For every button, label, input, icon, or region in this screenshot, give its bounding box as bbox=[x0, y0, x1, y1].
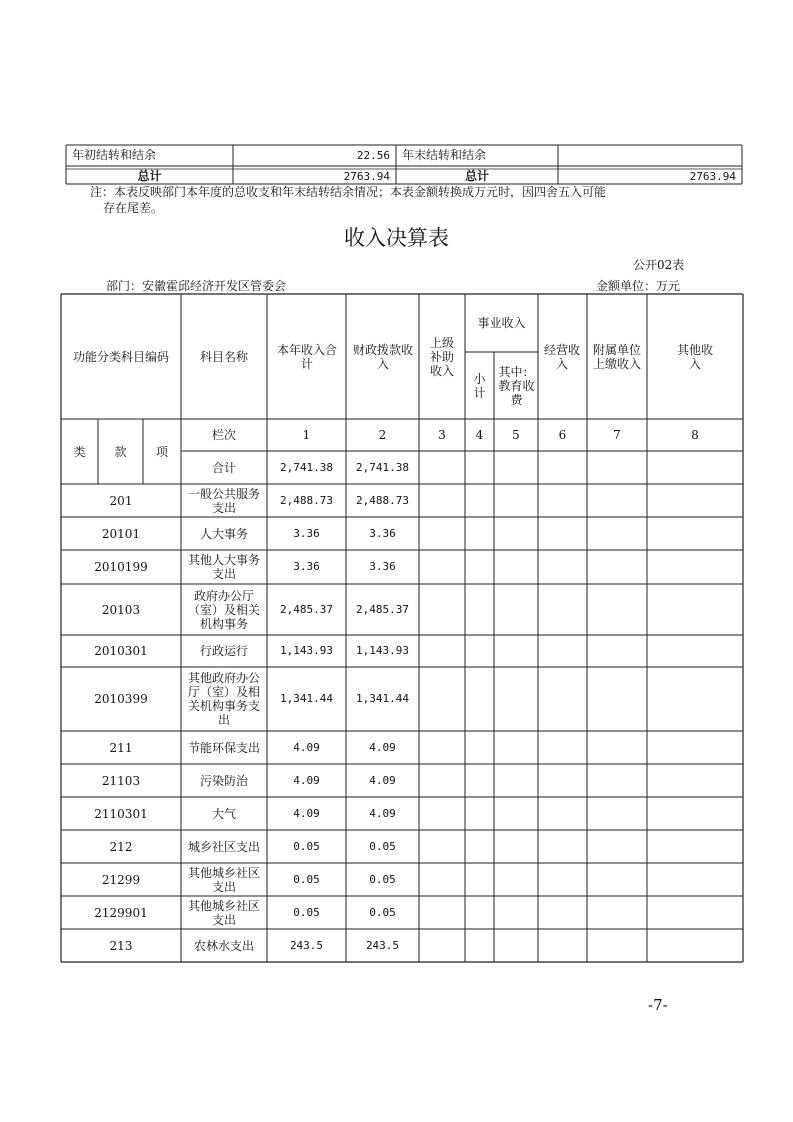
header-affiliated: 附属单位上缴收入 bbox=[592, 342, 641, 371]
row-fiscal: 3.36 bbox=[369, 560, 396, 573]
col-number-8: 8 bbox=[691, 428, 699, 442]
header-lanci: 栏次 bbox=[211, 428, 236, 442]
row-fiscal: 4.09 bbox=[369, 773, 396, 787]
opening-balance-label: 年初结转和结余 bbox=[72, 148, 157, 162]
row-code: 213 bbox=[109, 938, 133, 953]
note-line-1: 注：本表反映部门本年度的总收支和年末结转结余情况；本表金额转换成万元时，因四舍五入可能 bbox=[90, 185, 607, 199]
row-total: 4.09 bbox=[293, 740, 320, 754]
row-total: 3.36 bbox=[293, 526, 320, 540]
row-total: 0.05 bbox=[293, 905, 320, 919]
row-fiscal: 1,341.44 bbox=[356, 692, 409, 705]
page-number: -7- bbox=[648, 996, 668, 1014]
row-name: 大气 bbox=[211, 806, 236, 821]
row-fiscal: 4.09 bbox=[369, 806, 396, 820]
row-fiscal: 2,488.73 bbox=[356, 493, 409, 507]
form-code: 公开02表 bbox=[633, 258, 685, 272]
col-number-5: 5 bbox=[512, 428, 520, 442]
row-name: 城乡社区支出 bbox=[187, 839, 260, 854]
row-total: 0.05 bbox=[293, 872, 320, 886]
header-business: 事业收入 bbox=[477, 316, 526, 330]
header-subtotal: 小计 bbox=[473, 371, 486, 400]
row-code: 2110301 bbox=[94, 806, 148, 821]
header-operating: 经营收入 bbox=[543, 342, 580, 371]
department-label: 部门：安徽霍邱经济开发区管委会 bbox=[106, 279, 287, 293]
row-total: 2,488.73 bbox=[280, 493, 333, 507]
row-fiscal: 3.36 bbox=[369, 526, 396, 540]
row-total: 243.5 bbox=[289, 938, 324, 952]
row-code: 20101 bbox=[101, 526, 141, 541]
row-fiscal: 243.5 bbox=[365, 938, 400, 952]
note-line-2: 存在尾差。 bbox=[103, 201, 164, 215]
row-name: 污染防治 bbox=[199, 773, 248, 788]
row-total: 4.09 bbox=[293, 806, 320, 820]
row-fiscal: 1,143.93 bbox=[356, 644, 409, 657]
row-fiscal: 4.09 bbox=[369, 740, 396, 754]
row-fiscal: 0.05 bbox=[369, 872, 396, 886]
header-func-code: 功能分类科目编码 bbox=[72, 349, 169, 364]
col-number-1: 1 bbox=[302, 428, 311, 442]
row-fiscal: 0.05 bbox=[369, 905, 396, 919]
row-name: 其他城乡社区支出 bbox=[187, 865, 260, 894]
row-code: 2010399 bbox=[94, 692, 148, 706]
header-edu-fee: 其中：教育收费 bbox=[498, 364, 535, 407]
row-name: 合计 bbox=[211, 460, 236, 475]
row-total: 3.36 bbox=[293, 560, 320, 573]
row-name: 一般公共服务支出 bbox=[187, 486, 260, 515]
row-code: 2129901 bbox=[94, 905, 148, 920]
col-number-3: 3 bbox=[438, 428, 446, 442]
row-code: 20103 bbox=[101, 602, 141, 617]
opening-balance-value: 22.56 bbox=[356, 149, 390, 162]
header-subject-name: 科目名称 bbox=[199, 349, 248, 364]
col-number-4: 4 bbox=[475, 428, 484, 442]
row-fiscal: 2,741.38 bbox=[356, 460, 409, 474]
row-name: 政府办公厅（室）及相关机构事务 bbox=[188, 588, 261, 631]
row-code: 21103 bbox=[101, 773, 141, 788]
header-lei: 类 bbox=[73, 444, 86, 459]
header-superior: 上级补助收入 bbox=[429, 335, 454, 378]
col-number-6: 6 bbox=[558, 428, 567, 442]
header-total-income: 本年收入合计 bbox=[276, 342, 337, 371]
total-value-left: 2763.94 bbox=[343, 170, 390, 183]
total-label-left: 总计 bbox=[137, 169, 162, 183]
closing-balance-label: 年末结转和结余 bbox=[402, 148, 487, 162]
row-name: 节能环保支出 bbox=[187, 740, 260, 755]
total-label-right: 总计 bbox=[464, 169, 489, 183]
row-total: 1,341.44 bbox=[280, 692, 333, 705]
page-title: 收入决算表 bbox=[344, 226, 449, 250]
row-name: 农林水支出 bbox=[193, 938, 254, 953]
col-number-7: 7 bbox=[613, 428, 621, 442]
header-fiscal: 财政拨款收入 bbox=[352, 342, 413, 371]
row-code: 211 bbox=[109, 740, 133, 755]
row-code: 21299 bbox=[101, 872, 141, 887]
row-total: 1,143.93 bbox=[280, 644, 333, 657]
total-value-right: 2763.94 bbox=[689, 170, 736, 183]
row-fiscal: 0.05 bbox=[369, 839, 396, 853]
row-name: 行政运行 bbox=[199, 644, 248, 658]
row-name: 其他城乡社区支出 bbox=[187, 898, 260, 927]
row-name: 其他政府办公厅（室）及相关机构事务支出 bbox=[187, 671, 260, 727]
row-fiscal: 2,485.37 bbox=[356, 602, 409, 616]
header-other: 其他收入 bbox=[676, 342, 713, 371]
header-xiang: 项 bbox=[155, 444, 168, 459]
row-total: 2,741.38 bbox=[280, 460, 333, 474]
header-kuan: 款 bbox=[114, 444, 127, 459]
row-code: 2010301 bbox=[94, 644, 148, 658]
row-code: 201 bbox=[109, 493, 133, 508]
unit-label: 金额单位：万元 bbox=[596, 279, 681, 293]
row-total: 4.09 bbox=[293, 773, 320, 787]
row-name: 其他人大事务支出 bbox=[187, 553, 260, 581]
row-code: 2010199 bbox=[94, 560, 148, 574]
col-number-2: 2 bbox=[378, 428, 387, 442]
row-code: 212 bbox=[109, 839, 133, 854]
row-name: 人大事务 bbox=[199, 526, 248, 541]
row-total: 0.05 bbox=[293, 839, 320, 853]
row-total: 2,485.37 bbox=[280, 602, 333, 616]
